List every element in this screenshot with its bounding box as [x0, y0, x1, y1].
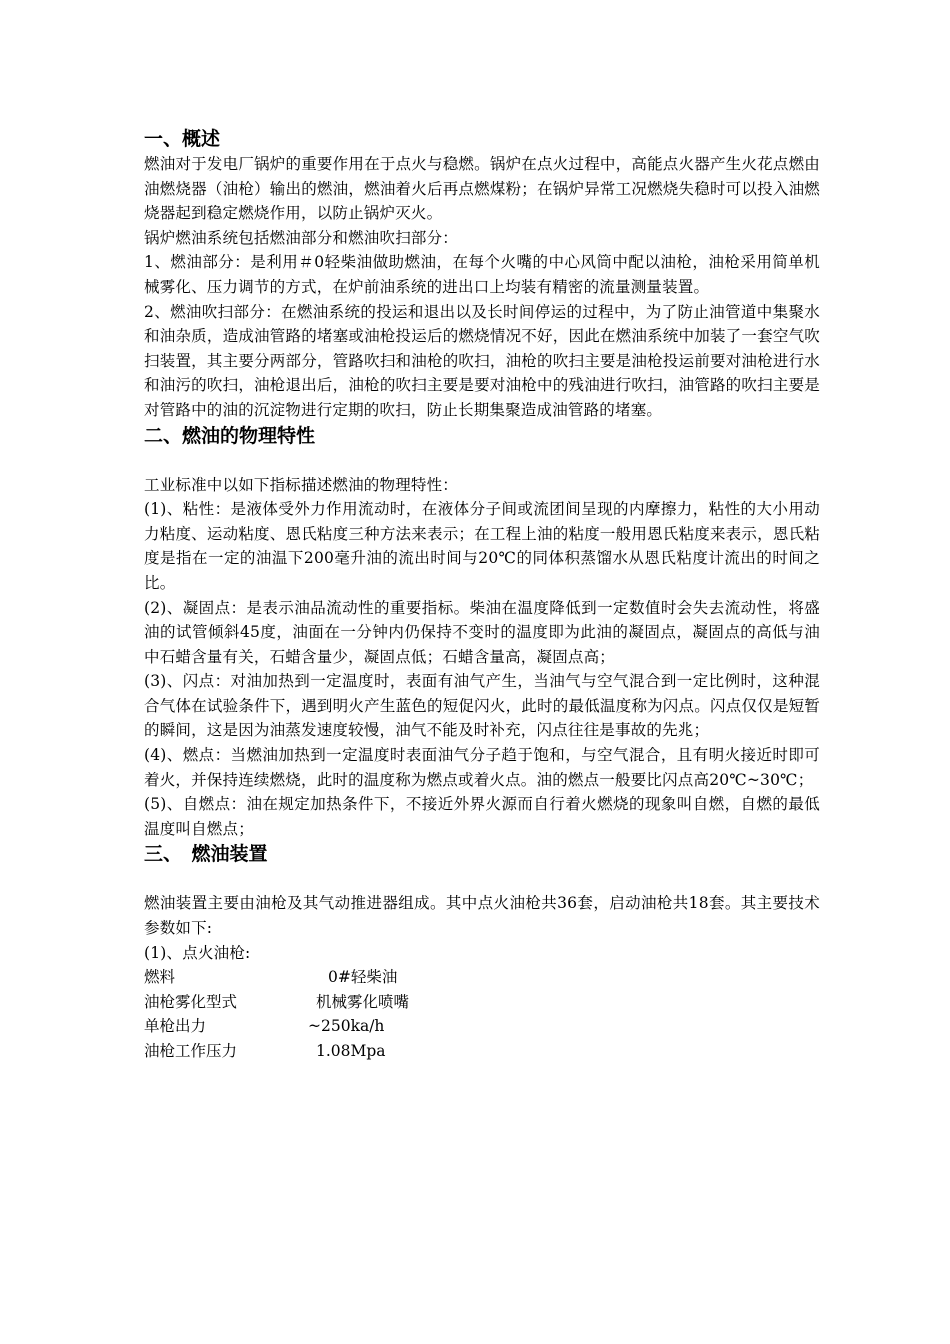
param-value: 0#轻柴油 — [328, 968, 398, 987]
section-2-paragraph: (5)、自燃点：油在规定加热条件下，不接近外界火源而自行着火燃烧的现象叫自燃，自燃的最低温度叫自燃点； — [144, 795, 820, 838]
section-2-paragraph: (3)、闪点：对油加热到一定温度时，表面有油气产生，当油气与空气混合到一定比例时，这种混合气体在试验条件下，遇到明火产生蓝色的短促闪火，此时的最低温度称为闪点。闪点仅仅是短暂的瞬间，这是因为油蒸发速度较慢，油气不能及时补充，闪点往往是事故的先兆； — [144, 672, 820, 740]
param-row — [144, 1039, 820, 1064]
param-row — [144, 990, 820, 1015]
section-1-paragraph: 1、燃油部分：是利用＃0轻柴油做助燃油，在每个火嘴的中心风筒中配以油枪，油枪采用简单机械雾化、压力调节的方式，在炉前油系统的进出口上均装有精密的流量测量装置。 — [144, 253, 820, 296]
param-value: 机械雾化喷嘴 — [316, 992, 410, 1011]
section-1-paragraph: 锅炉燃油系统包括燃油部分和燃油吹扫部分： — [144, 228, 459, 247]
param-name: 油枪工作压力 — [144, 1042, 238, 1060]
section-3-paragraph: (1)、点火油枪: — [144, 943, 251, 962]
param-value: ~250ka/h — [308, 1017, 385, 1036]
section-2-paragraph: (4)、燃点：当燃油加热到一定温度时表面油气分子趋于饱和，与空气混合，且有明火接近时即可着火，并保持连续燃烧，此时的温度称为燃点或着火点。油的燃点一般要比闪点高20℃~30℃； — [144, 746, 820, 789]
param-name: 单枪出力 — [144, 1017, 207, 1036]
section-2-paragraph: 工业标准中以如下指标描述燃油的物理特性： — [144, 475, 459, 494]
section-1-paragraph: 燃油对于发电厂锅炉的重要作用在于点火与稳燃。锅炉在点火过程中，高能点火器产生火花点燃由油燃烧器（油枪）输出的燃油，燃油着火后再点燃煤粉；在锅炉异常工况燃烧失稳时可以投入油燃烧器起到稳定燃烧作用，以防止锅炉灭火。 — [144, 155, 820, 223]
section-1-title: 一、概述 — [144, 128, 221, 150]
spacer — [144, 449, 820, 473]
spacer — [144, 867, 820, 891]
param-value: 1.08Mpa — [316, 1042, 386, 1060]
section-1-paragraph: 2、燃油吹扫部分：在燃油系统的投运和退出以及长时间停运的过程中，为了防止油管道中集聚水和油杂质，造成油管路的堵塞或油枪投运后的燃烧情况不好，因此在燃油系统中加装了一套空气吹扫装置，其主要分两部分，管路吹扫和油枪的吹扫，油枪的吹扫主要是油枪投运前要对油枪进行水和油污的吹扫，油枪退出后，油枪的吹扫主要是要对油枪中的残油进行吹扫，油管路的吹扫主要是对管路中的油的沉淀物进行定期的吹扫，防止长期集聚造成油管路的堵塞。 — [144, 302, 820, 419]
param-name: 油枪雾化型式 — [144, 992, 238, 1011]
section-3-paragraph: 燃油装置主要由油枪及其气动推进器组成。其中点火油枪共36套，启动油枪共18套。其主要技术参数如下: — [144, 894, 820, 938]
document-page — [144, 126, 820, 1064]
section-3-title: 三、 燃油装置 — [144, 843, 268, 866]
section-2-paragraph: (1)、粘性：是液体受外力作用流动时，在液体分子间或流团间呈现的内摩擦力，粘性的大小用动力粘度、运动粘度、恩氏粘度三种方法来表示；在工程上油的粘度一般用恩氏粘度来表示，恩氏粘度是指在一定的油温下200毫升油的流出时间与20℃的同体积蒸馏水从恩氏粘度计流出的时间之比。 — [144, 500, 820, 592]
param-row — [144, 965, 820, 990]
param-row — [144, 1014, 820, 1039]
section-2-title: 二、燃油的物理特性 — [144, 424, 316, 447]
param-name: 燃料 — [144, 968, 176, 987]
section-2-paragraph: (2)、凝固点：是表示油品流动性的重要指标。柴油在温度降低到一定数值时会失去流动性，将盛油的试管倾斜45度，油面在一分钟内仍保持不变时的温度即为此油的凝固点，凝固点的高低与油中石蜡含量有关，石蜡含量少，凝固点低；石蜡含量高，凝固点高； — [144, 598, 820, 666]
